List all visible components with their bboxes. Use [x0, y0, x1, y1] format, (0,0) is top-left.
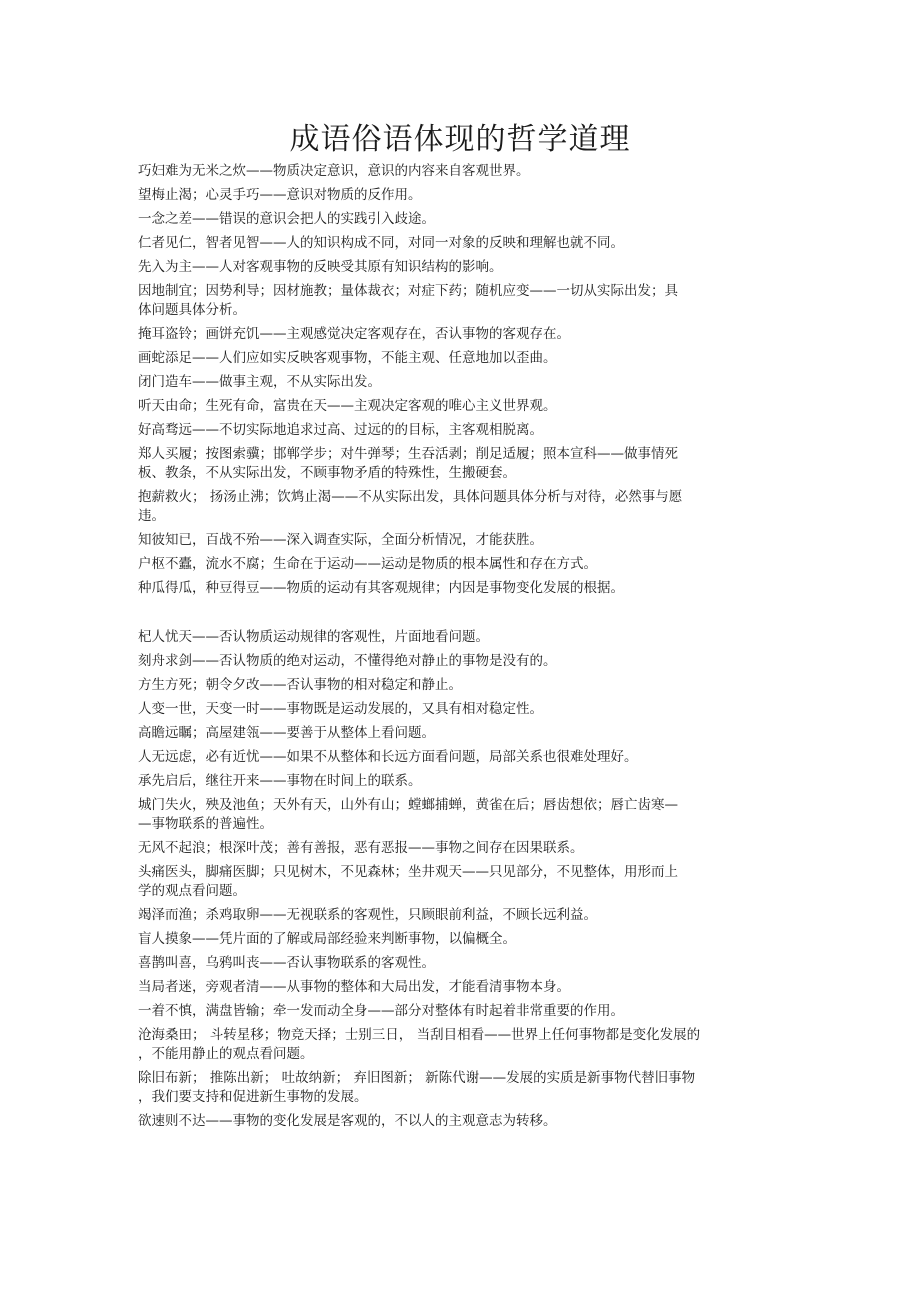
paragraph-line: 知彼知已，百战不殆——深入调查实际，全面分析情况，才能获胜。 — [138, 532, 543, 548]
paragraph — [138, 210, 750, 229]
paragraph — [138, 325, 750, 344]
paragraph-line: 听天由命；生死有命，富贵在天——主观决定客观的唯心主义世界观。 — [138, 398, 557, 414]
paragraph-line: 刻舟求剑——否认物质的绝对运动，不懂得绝对静止的事物是没有的。 — [138, 653, 557, 669]
paragraph — [138, 954, 750, 973]
paragraph-line: 方生方死；朝令夕改——否认事物的相对稳定和静止。 — [138, 677, 462, 693]
paragraph-line: 板、教条，不从实际出发，不顾事物矛盾的特殊性，生搬硬套。 — [138, 465, 516, 481]
paragraph — [138, 579, 750, 598]
paragraph-line: 承先启后，继往开来——事物在时间上的联系。 — [138, 773, 422, 789]
paragraph-line: 城门失火，殃及池鱼；天外有天，山外有山；螳螂捕蝉，黄雀在后；唇齿想依；唇亡齿寒— — [138, 797, 678, 813]
paragraph — [138, 796, 750, 834]
paragraph-line: 掩耳盗铃；画饼充饥——主观感觉决定客观存在，否认事物的客观存在。 — [138, 326, 570, 342]
paragraph — [138, 863, 750, 901]
paragraph-line: 杞人忧天——否认物质运动规律的客观性，片面地看问题。 — [138, 629, 489, 645]
paragraph-line: 盲人摸象——凭片面的了解或局部经验来判断事物，以偏概全。 — [138, 931, 516, 947]
paragraph-line: 喜鹊叫喜，乌鸦叫丧——否认事物联系的客观性。 — [138, 955, 435, 971]
paragraph — [138, 772, 750, 791]
paragraph — [138, 555, 750, 574]
paragraph — [138, 1112, 750, 1131]
paragraph — [138, 676, 750, 695]
paragraph-line: —事物联系的普遍性。 — [138, 816, 273, 832]
paragraph-line: 仁者见仁，智者见智——人的知识构成不同，对同一对象的反映和理解也就不同。 — [138, 235, 624, 251]
section-spacer — [138, 603, 750, 628]
paragraph-line: 一着不慎，满盘皆输；牵一发而动全身——部分对整体有时起着非常重要的作用。 — [138, 1003, 624, 1019]
paragraph-line: 竭泽而渔；杀鸡取卵——无视联系的客观性，只顾眼前利益，不顾长远利益。 — [138, 907, 597, 923]
paragraph — [138, 349, 750, 368]
paragraph — [138, 488, 750, 526]
paragraph — [138, 748, 750, 767]
paragraph — [138, 445, 750, 483]
paragraph-line: 体问题具体分析。 — [138, 302, 246, 318]
paragraph — [138, 373, 750, 392]
paragraph-line: 望梅止渴；心灵手巧——意识对物质的反作用。 — [138, 187, 422, 203]
paragraph — [138, 1026, 750, 1064]
paragraph — [138, 628, 750, 647]
paragraph — [138, 652, 750, 671]
paragraph-line: 人变一世，天变一时——事物既是运动发展的，又具有相对稳定性。 — [138, 701, 543, 717]
paragraph-line: ，我们要支持和促进新生事物的发展。 — [138, 1089, 368, 1105]
paragraph-line: ，不能用静止的观点看问题。 — [138, 1046, 314, 1062]
paragraph-line: 巧妇难为无米之炊——物质决定意识，意识的内容来自客观世界。 — [138, 163, 530, 179]
paragraph-line: 画蛇添足——人们应如实反映客观事物，不能主观、任意地加以歪曲。 — [138, 350, 557, 366]
paragraph-line: 违。 — [138, 508, 165, 524]
paragraph — [138, 282, 750, 320]
paragraph-line: 无风不起浪；根深叶茂；善有善报，恶有恶报——事物之间存在因果联系。 — [138, 840, 584, 856]
paragraph-line: 欲速则不达——事物的变化发展是客观的，不以人的主观意志为转移。 — [138, 1113, 557, 1129]
paragraph — [138, 930, 750, 949]
paragraph — [138, 700, 750, 719]
paragraph-line: 除旧布新； 推陈出新； 吐故纳新； 弃旧图新； 新陈代谢——发展的实质是新事物代替旧事物 — [138, 1070, 696, 1086]
paragraph-line: 抱薪救火； 扬汤止沸；饮鸩止渴——不从实际出发，具体问题具体分析与对待，必然事与愿 — [138, 489, 683, 505]
paragraph — [138, 1002, 750, 1021]
paragraph-line: 头痛医头，脚痛医脚；只见树木，不见森林；坐井观天——只见部分，不见整体，用形而上 — [138, 864, 678, 880]
paragraph — [138, 724, 750, 743]
paragraph-line: 好高骛远——不切实际地追求过高、过远的的目标，主客观相脱离。 — [138, 422, 543, 438]
paragraph — [138, 531, 750, 550]
paragraph-line: 沧海桑田； 斗转星移；物竞天择；士别三日， 当刮目相看——世界上任何事物都是变化发展的 — [138, 1027, 701, 1043]
paragraph-line: 学的观点看问题。 — [138, 883, 246, 899]
paragraph-line: 先入为主——人对客观事物的反映受其原有知识结构的影响。 — [138, 259, 503, 275]
paragraph — [138, 421, 750, 440]
paragraph-line: 郑人买履；按图索骥；邯郸学步；对牛弹琴；生吞活剥；削足适履；照本宣科——做事情死 — [138, 446, 678, 462]
paragraph — [138, 839, 750, 858]
paragraph-line: 当局者迷，旁观者清——从事物的整体和大局出发，才能看清事物本身。 — [138, 979, 570, 995]
paragraph — [138, 258, 750, 277]
paragraph-line: 高瞻远瞩；高屋建瓴——要善于从整体上看问题。 — [138, 725, 435, 741]
paragraph-line: 户枢不蠹，流水不腐；生命在于运动——运动是物质的根本属性和存在方式。 — [138, 556, 597, 572]
document-title: 成语俗语体现的哲学道理 — [289, 122, 631, 157]
paragraph — [138, 978, 750, 997]
paragraph — [138, 162, 750, 181]
paragraph — [138, 186, 750, 205]
paragraph — [138, 234, 750, 253]
paragraph-line: 闭门造车——做事主观，不从实际出发。 — [138, 374, 381, 390]
paragraph-line: 人无远虑，必有近忧——如果不从整体和长远方面看问题，局部关系也很难处理好。 — [138, 749, 638, 765]
paragraph-line: 因地制宜；因势利导；因材施教；量体裁衣；对症下药；随机应变——一切从实际出发；具 — [138, 283, 678, 299]
paragraph — [138, 1069, 750, 1107]
paragraph — [138, 397, 750, 416]
paragraph — [138, 906, 750, 925]
document-body — [138, 162, 750, 1136]
paragraph-line: 一念之差——错误的意识会把人的实践引入歧途。 — [138, 211, 435, 227]
paragraph-line: 种瓜得瓜，种豆得豆——物质的运动有其客观规律；内因是事物变化发展的根据。 — [138, 580, 624, 596]
